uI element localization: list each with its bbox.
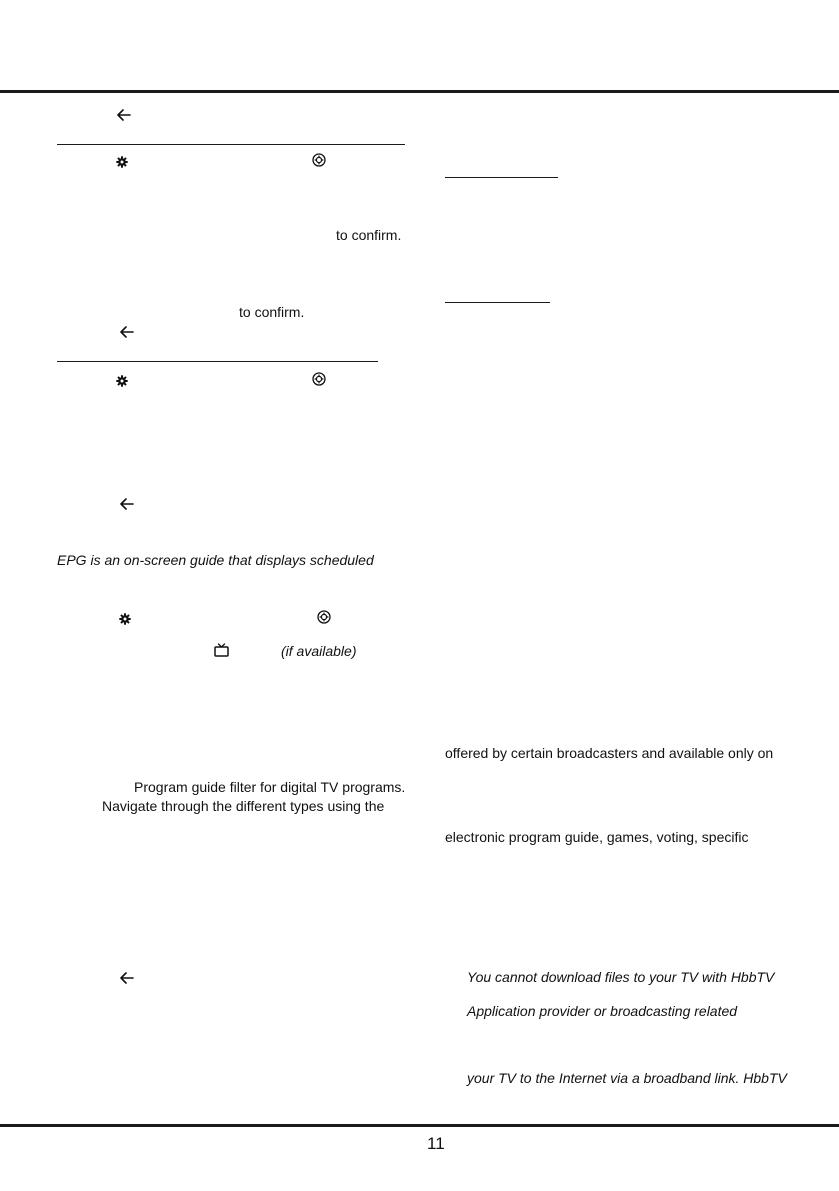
hbbtv-features-text: electronic program guide, games, voting, specific (445, 829, 749, 845)
if-available-text: (if available) (281, 643, 357, 659)
settings-circle-icon (312, 153, 326, 167)
gear-icon (119, 613, 131, 625)
gear-icon (116, 156, 128, 168)
page-number: 11 (427, 1134, 445, 1153)
note-broadband-text: your TV to the Internet via a broadband link. HbbTV (467, 1070, 787, 1086)
section-divider (57, 361, 378, 362)
back-arrow-icon (116, 107, 132, 123)
heading-underline (445, 302, 550, 303)
note-provider-text: Application provider or broadcasting related (467, 1003, 738, 1019)
back-arrow-icon (119, 970, 135, 986)
confirm-text: to confirm. (239, 304, 305, 320)
filter-description: Program guide filter for digital TV programs. (134, 779, 406, 795)
tv-icon (214, 643, 229, 657)
epg-intro-text: EPG is an on-screen guide that displays scheduled (57, 552, 374, 568)
back-arrow-icon (119, 324, 135, 340)
settings-circle-icon (317, 610, 331, 624)
note-download-text: You cannot download files to your TV with HbbTV (467, 969, 775, 985)
confirm-text: to confirm. (336, 227, 402, 243)
header-rule (0, 90, 839, 93)
section-divider (57, 144, 405, 145)
heading-underline (445, 177, 558, 178)
hbbtv-offered-text: offered by certain broadcasters and available only on (445, 745, 774, 761)
back-arrow-icon (119, 496, 135, 512)
gear-icon (116, 375, 128, 387)
settings-circle-icon (312, 372, 326, 386)
footer-rule (0, 1124, 839, 1127)
navigate-description: Navigate through the different types using the (102, 798, 385, 814)
